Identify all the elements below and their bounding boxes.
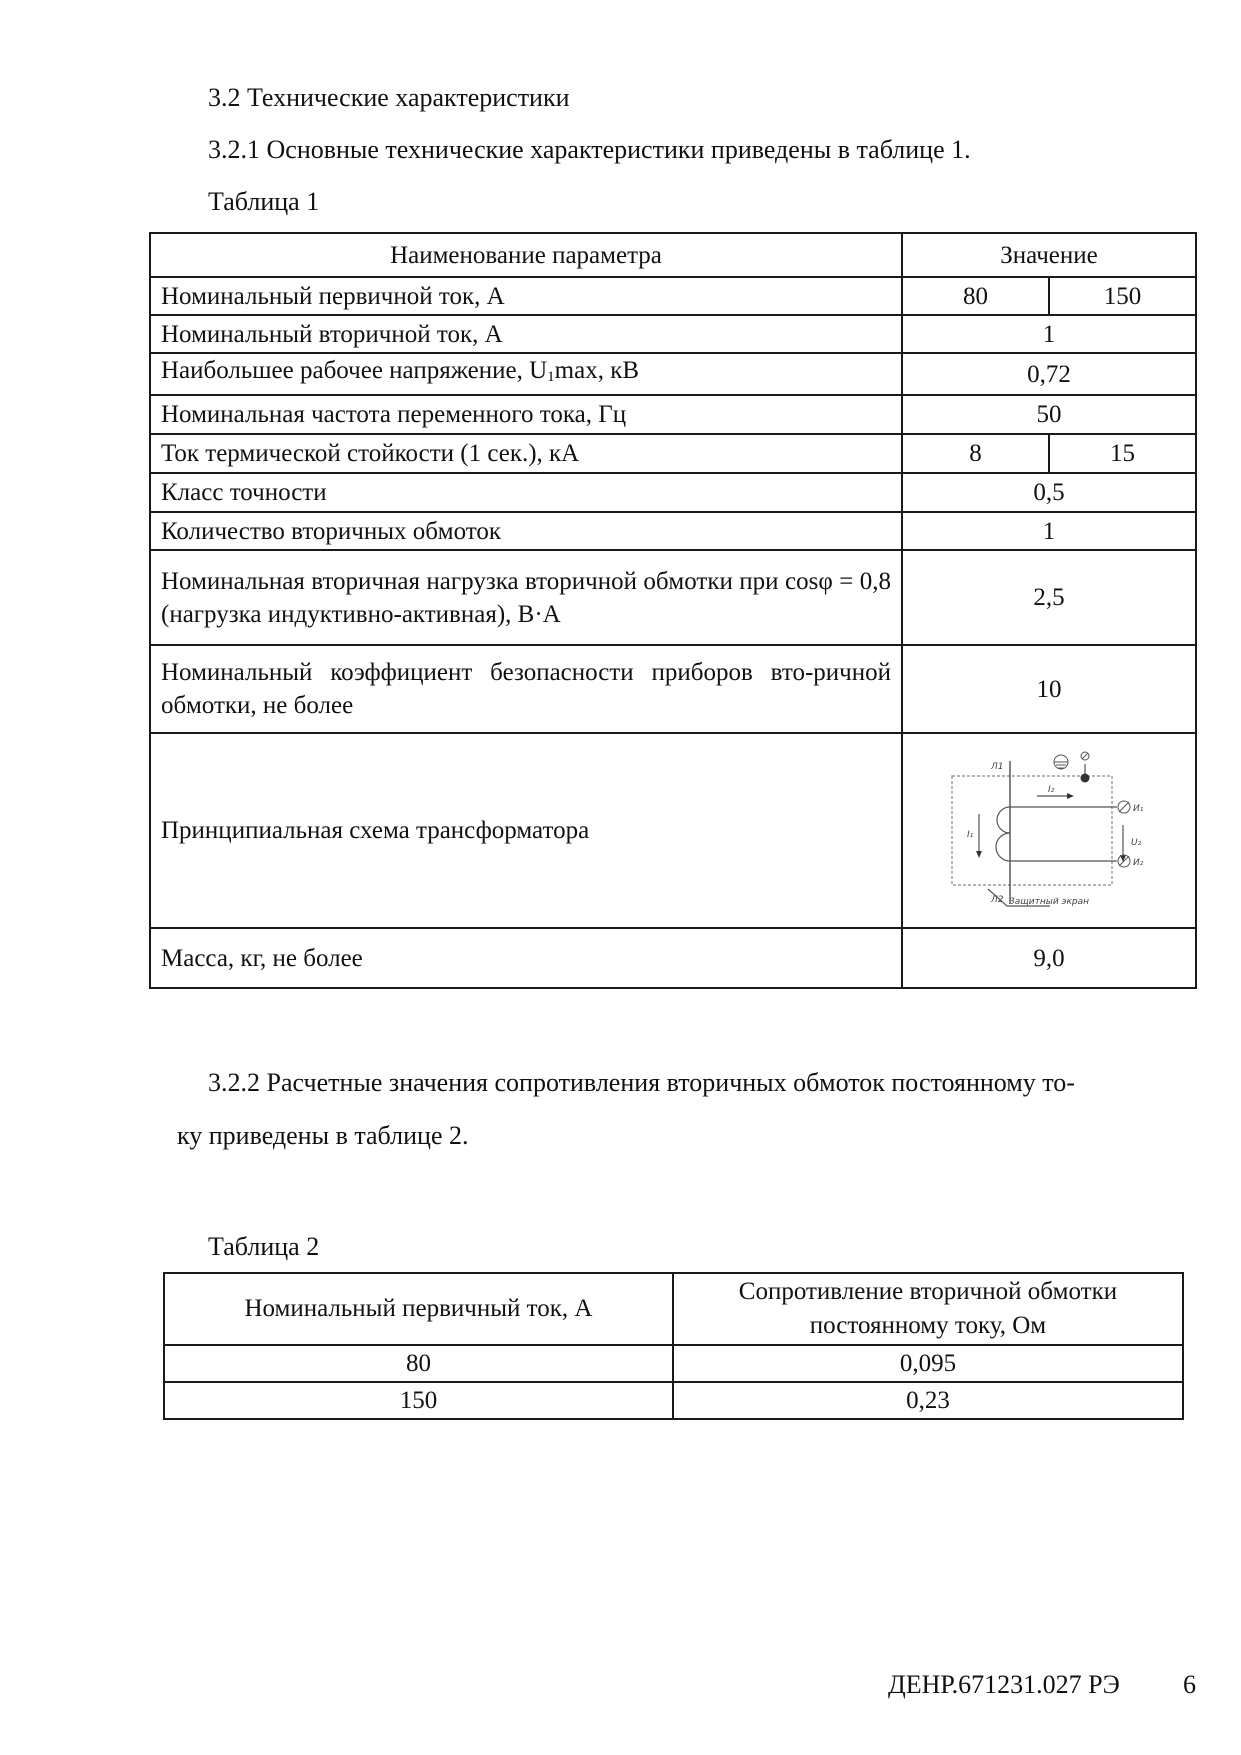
- value-cell: 80: [902, 277, 1049, 315]
- label-u2: U₂: [1131, 838, 1142, 848]
- value-cell: 2,5: [902, 550, 1196, 645]
- table-header-row: [164, 1273, 1183, 1345]
- header-resistance: Сопротивление вторичной обмотки постоянному току, Ом: [673, 1273, 1183, 1345]
- screw-terminal-icon: [1081, 752, 1089, 760]
- label-terminal-2: И₂: [1133, 858, 1144, 868]
- value-cell: 0,72: [902, 353, 1196, 395]
- value-cell: 50: [902, 395, 1196, 434]
- arrowhead-icon: [976, 851, 982, 858]
- param-cell: Номинальный вторичной ток, А: [150, 315, 902, 353]
- param-cell: Количество вторичных обмоток: [150, 512, 902, 550]
- header-param: Наименование параметра: [150, 233, 902, 277]
- label-l1: Л1: [991, 762, 1004, 772]
- table-row: [150, 434, 1196, 473]
- footer-page-number: 6: [1183, 1670, 1196, 1699]
- label-l2: Л2: [991, 895, 1004, 905]
- arrowhead-icon: [1067, 793, 1074, 799]
- table-2: [163, 1272, 1184, 1420]
- param-cell: Номинальный коэффициент безопасности приборов вто-ричной обмотки, не более: [150, 645, 902, 733]
- ground-icon: [1054, 755, 1068, 769]
- value-cell: 150: [1049, 277, 1196, 315]
- label-terminal-1: И₁: [1133, 804, 1144, 814]
- paragraph-3-2-2-line1: 3.2.2 Расчетные значения сопротивления вторичных обмоток постоянному то-: [208, 1068, 1075, 1097]
- value-cell: 1: [902, 315, 1196, 353]
- param-cell: Масса, кг, не более: [150, 928, 902, 988]
- cell-current: 80: [164, 1345, 673, 1382]
- table-row: [150, 277, 1196, 315]
- schematic-cell: [902, 733, 1196, 928]
- param-cell: [150, 353, 902, 395]
- terminal-1-icon: [1118, 801, 1130, 813]
- table-row: [150, 645, 1196, 733]
- protective-screen: [952, 776, 1112, 885]
- table-row: [150, 315, 1196, 353]
- value-cell: 8: [902, 434, 1049, 473]
- table-1: [149, 232, 1197, 989]
- value-cell: 15: [1049, 434, 1196, 473]
- cell-resistance: 0,095: [673, 1345, 1183, 1382]
- table-row: [150, 473, 1196, 512]
- terminal-dot-icon: [1081, 774, 1090, 783]
- value-cell: 1: [902, 512, 1196, 550]
- param-cell: Ток термической стойкости (1 сек.), кА: [150, 434, 902, 473]
- cell-current: 150: [164, 1382, 673, 1419]
- label-shield: Защитный экран: [1009, 897, 1090, 907]
- header-primary-current: Номинальный первичный ток, А: [164, 1273, 673, 1345]
- cell-resistance: 0,23: [673, 1382, 1183, 1419]
- table-row: [164, 1345, 1183, 1382]
- param-text: max, кВ: [554, 357, 640, 384]
- table-header-row: [150, 233, 1196, 277]
- param-cell: Номинальная частота переменного тока, Гц: [150, 395, 902, 434]
- table-row: [164, 1382, 1183, 1419]
- table1-caption: Таблица 1: [208, 187, 320, 216]
- value-cell: 9,0: [902, 928, 1196, 988]
- table-row: [150, 395, 1196, 434]
- param-text: Наибольшее рабочее напряжение, U: [161, 357, 548, 384]
- value-cell: 0,5: [902, 473, 1196, 512]
- param-cell: Принципиальная схема трансформатора: [150, 733, 902, 928]
- paragraph-3-2-2-line2: ку приведены в таблице 2.: [177, 1121, 469, 1150]
- param-subscript: 1: [547, 369, 555, 385]
- footer-doc-code: ДЕНР.671231.027 РЭ: [888, 1670, 1120, 1699]
- value-cell: 10: [902, 645, 1196, 733]
- table-row: [150, 928, 1196, 988]
- table-row: [150, 353, 1196, 395]
- param-cell: Номинальная вторичная нагрузка вторичной обмотки при cosφ = 0,8 (нагрузка индуктивно-активная), В·А: [150, 550, 902, 645]
- param-cell: Номинальный первичной ток, А: [150, 277, 902, 315]
- label-i2: I₂: [1048, 785, 1055, 795]
- table-row-schematic: [150, 733, 1196, 928]
- table2-caption: Таблица 2: [208, 1232, 320, 1261]
- section-heading: 3.2 Технические характеристики: [208, 83, 570, 112]
- secondary-winding: [996, 807, 1010, 861]
- table-row: [150, 512, 1196, 550]
- param-cell: Класс точности: [150, 473, 902, 512]
- transformer-schematic: [903, 734, 1195, 927]
- label-i1: I₁: [967, 830, 974, 840]
- paragraph-3-2-1: 3.2.1 Основные технические характеристики приведены в таблице 1.: [208, 135, 971, 164]
- header-value: Значение: [902, 233, 1196, 277]
- table-row: [150, 550, 1196, 645]
